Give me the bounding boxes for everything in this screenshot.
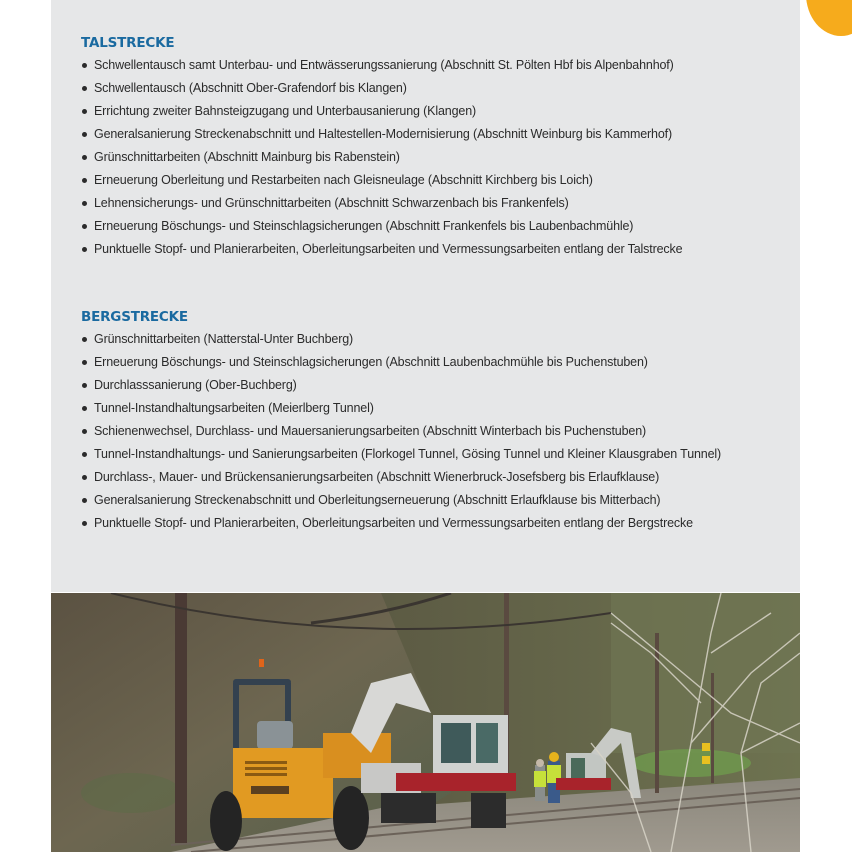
bullet-icon (82, 429, 87, 434)
list-item (81, 55, 781, 78)
section-bergstrecke (81, 307, 781, 536)
bullet-icon (82, 201, 87, 206)
bullet-icon (82, 475, 87, 480)
bullet-icon (82, 498, 87, 503)
list-item (81, 444, 781, 467)
bullet-icon (82, 337, 87, 342)
list-item-text: Durchlass-, Mauer- und Brückensanierungsarbeiten (Abschnitt Wienerbruck-Josefsberg bis Erlaufklause) (94, 470, 660, 484)
bullet-icon (82, 155, 87, 160)
bullet-icon (82, 86, 87, 91)
list-item (81, 513, 781, 536)
list-item (81, 101, 781, 124)
list-item (81, 239, 781, 262)
bullet-icon (82, 247, 87, 252)
list-item-text: Grünschnittarbeiten (Natterstal-Unter Buchberg) (94, 332, 354, 346)
list-item (81, 147, 781, 170)
list-item-text: Tunnel-Instandhaltungs- und Sanierungsarbeiten (Florkogel Tunnel, Gösing Tunnel und Kleiner Klausgraben Tunnel) (94, 447, 722, 461)
section-talstrecke (81, 33, 781, 262)
list-item (81, 216, 781, 239)
talstrecke-list (81, 55, 781, 262)
bullet-icon (82, 224, 87, 229)
bullet-icon (82, 109, 87, 114)
bullet-icon (82, 132, 87, 137)
list-item-text: Errichtung zweiter Bahnsteigzugang und Unterbausanierung (Klangen) (94, 104, 477, 118)
bergstrecke-list (81, 329, 781, 536)
list-item (81, 78, 781, 101)
list-item-text: Erneuerung Oberleitung und Restarbeiten nach Gleisneulage (Abschnitt Kirchberg bis Loich) (94, 173, 593, 187)
corner-accent-shape (806, 0, 852, 36)
list-item-text: Lehnensicherungs- und Grünschnittarbeiten (Abschnitt Schwarzenbach bis Frankenfels) (94, 196, 569, 210)
list-item-text: Generalsanierung Streckenabschnitt und Oberleitungserneuerung (Abschnitt Erlaufklause bis Mitterbach) (94, 493, 661, 507)
list-item (81, 124, 781, 147)
bullet-icon (82, 406, 87, 411)
list-item (81, 467, 781, 490)
list-item-text: Grünschnittarbeiten (Abschnitt Mainburg bis Rabenstein) (94, 150, 400, 164)
bullet-icon (82, 521, 87, 526)
list-item (81, 193, 781, 216)
bullet-icon (82, 360, 87, 365)
list-item-text: Punktuelle Stopf- und Planierarbeiten, Oberleitungsarbeiten und Vermessungsarbeiten entlang der Bergstrecke (94, 516, 693, 530)
list-item-text: Durchlasssanierung (Ober-Buchberg) (94, 378, 297, 392)
list-item-text: Punktuelle Stopf- und Planierarbeiten, Oberleitungsarbeiten und Vermessungsarbeiten entlang der Talstrecke (94, 242, 683, 256)
list-item (81, 329, 781, 352)
list-item-text: Tunnel-Instandhaltungsarbeiten (Meierlberg Tunnel) (94, 401, 374, 415)
info-panel (51, 0, 800, 592)
list-item-text: Schwellentausch samt Unterbau- und Entwässerungssanierung (Abschnitt St. Pölten Hbf bis Alpenbahnhof) (94, 58, 674, 72)
list-item-text: Schwellentausch (Abschnitt Ober-Grafendorf bis Klangen) (94, 81, 407, 95)
list-item (81, 375, 781, 398)
construction-photo (51, 593, 800, 852)
section-title-bergstrecke: BERGSTRECKE (81, 309, 188, 325)
list-item-text: Schienenwechsel, Durchlass- und Mauersanierungsarbeiten (Abschnitt Winterbach bis Puchenstuben) (94, 424, 647, 438)
list-item (81, 421, 781, 444)
list-item (81, 352, 781, 375)
bullet-icon (82, 63, 87, 68)
bullet-icon (82, 383, 87, 388)
bullet-icon (82, 452, 87, 457)
section-title-talstrecke: TALSTRECKE (81, 35, 175, 51)
list-item (81, 490, 781, 513)
list-item-text: Erneuerung Böschungs- und Steinschlagsicherungen (Abschnitt Laubenbachmühle bis Puchenstuben) (94, 355, 648, 369)
list-item (81, 170, 781, 193)
list-item-text: Erneuerung Böschungs- und Steinschlagsicherungen (Abschnitt Frankenfels bis Laubenbachmühle) (94, 219, 634, 233)
bullet-icon (82, 178, 87, 183)
list-item-text: Generalsanierung Streckenabschnitt und Haltestellen-Modernisierung (Abschnitt Weinburg bis Kammerhof) (94, 127, 672, 141)
list-item (81, 398, 781, 421)
construction-scene-illustration (51, 593, 800, 852)
